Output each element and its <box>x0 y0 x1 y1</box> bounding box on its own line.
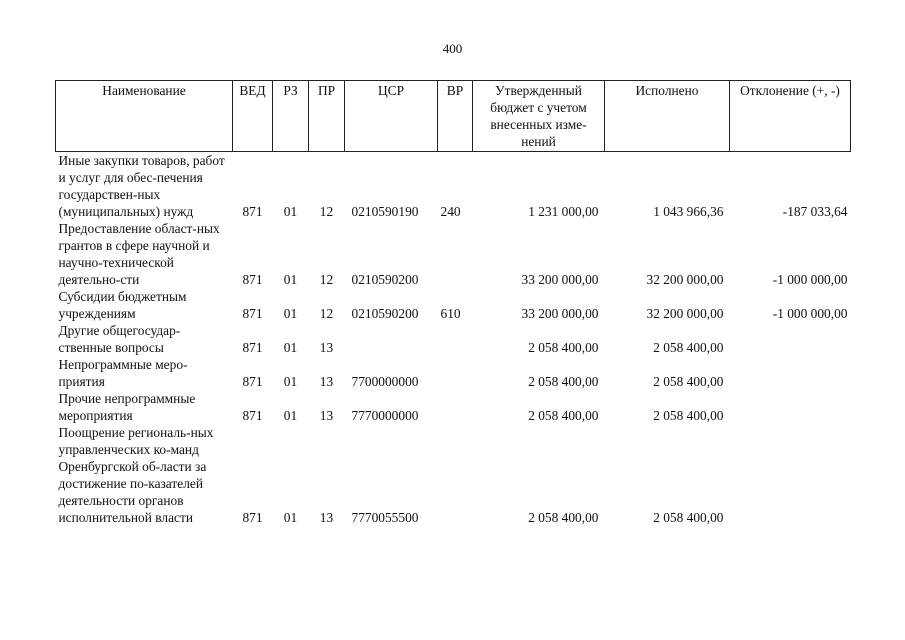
row-pr: 13 <box>319 510 334 525</box>
row-rz: 01 <box>283 272 298 287</box>
row-deviation <box>730 356 851 390</box>
row-name: Предоставление област-ных грантов в сфере научной и научно-технической деятельно-сти <box>58 221 220 287</box>
table-header-row <box>56 81 851 152</box>
row-ved: 871 <box>242 204 263 219</box>
row-csr: 7770000000 <box>351 408 419 423</box>
row-csr: 0210590200 <box>351 306 419 321</box>
row-pr: 12 <box>319 306 334 321</box>
row-executed: 2 058 400,00 <box>653 408 724 423</box>
row-approved: 2 058 400,00 <box>528 510 599 525</box>
row-name: Непрограммные меро-приятия <box>58 357 188 389</box>
header-pr: ПР <box>309 81 345 152</box>
row-deviation <box>730 390 851 424</box>
row-deviation: -1 000 000,00 <box>772 272 848 287</box>
row-executed: 2 058 400,00 <box>653 374 724 389</box>
header-deviation: Отклонение (+, -) <box>730 81 851 152</box>
table-row <box>56 322 851 356</box>
row-vr <box>438 424 473 526</box>
row-ved: 871 <box>242 340 263 355</box>
row-name: Иные закупки товаров, работ и услуг для обес-печения государствен-ных (муниципальных) нужд <box>58 153 225 219</box>
row-rz: 01 <box>283 374 298 389</box>
row-deviation <box>730 424 851 526</box>
row-ved: 871 <box>242 408 263 423</box>
row-vr: 610 <box>440 306 461 321</box>
row-csr: 0210590190 <box>351 204 419 219</box>
row-pr: 13 <box>319 374 334 389</box>
row-approved: 33 200 000,00 <box>521 272 599 287</box>
row-rz: 01 <box>283 204 298 219</box>
page-number: 400 <box>442 41 463 56</box>
row-vr <box>438 220 473 288</box>
table-row <box>56 356 851 390</box>
row-approved: 2 058 400,00 <box>528 340 599 355</box>
row-ved: 871 <box>242 374 263 389</box>
header-rz: РЗ <box>273 81 309 152</box>
header-approved: Утвержденный бюджет с учетом внесенных изме-нений <box>473 81 605 152</box>
row-name: Прочие непрограммные мероприятия <box>58 391 196 423</box>
budget-table <box>55 80 851 526</box>
row-ved: 871 <box>242 306 263 321</box>
row-pr: 12 <box>319 204 334 219</box>
row-deviation <box>730 322 851 356</box>
header-csr: ЦСР <box>345 81 438 152</box>
row-pr: 13 <box>319 408 334 423</box>
row-approved: 33 200 000,00 <box>521 306 599 321</box>
row-vr <box>438 390 473 424</box>
row-vr <box>438 356 473 390</box>
row-pr: 12 <box>319 272 334 287</box>
row-approved: 1 231 000,00 <box>528 204 599 219</box>
row-pr: 13 <box>319 340 334 355</box>
row-approved: 2 058 400,00 <box>528 408 599 423</box>
table-row <box>56 424 851 526</box>
table-row <box>56 152 851 221</box>
header-vr: ВР <box>438 81 473 152</box>
row-rz: 01 <box>283 340 298 355</box>
header-ved: ВЕД <box>233 81 273 152</box>
table-row <box>56 288 851 322</box>
row-csr <box>345 322 438 356</box>
row-executed: 2 058 400,00 <box>653 340 724 355</box>
row-approved: 2 058 400,00 <box>528 374 599 389</box>
header-name: Наименование <box>56 81 233 152</box>
row-executed: 32 200 000,00 <box>646 306 724 321</box>
row-name: Другие общегосудар-ственные вопросы <box>58 323 181 355</box>
row-deviation: -187 033,64 <box>782 204 848 219</box>
row-rz: 01 <box>283 408 298 423</box>
row-rz: 01 <box>283 306 298 321</box>
row-name: Субсидии бюджетным учреждениям <box>58 289 187 321</box>
row-executed: 2 058 400,00 <box>653 510 724 525</box>
table-row <box>56 220 851 288</box>
row-csr: 7700000000 <box>351 374 419 389</box>
row-deviation: -1 000 000,00 <box>772 306 848 321</box>
row-vr: 240 <box>440 204 461 219</box>
header-executed: Исполнено <box>605 81 730 152</box>
row-executed: 32 200 000,00 <box>646 272 724 287</box>
row-csr: 0210590200 <box>351 272 419 287</box>
row-ved: 871 <box>242 510 263 525</box>
row-name: Поощрение региональ-ных управленческих ко-манд Оренбургской об-ласти за достижение по-казателей деятельности органов исполнительной власти <box>58 425 214 525</box>
row-ved: 871 <box>242 272 263 287</box>
row-rz: 01 <box>283 510 298 525</box>
row-vr <box>438 322 473 356</box>
row-executed: 1 043 966,36 <box>653 204 724 219</box>
row-csr: 7770055500 <box>351 510 419 525</box>
table-row <box>56 390 851 424</box>
